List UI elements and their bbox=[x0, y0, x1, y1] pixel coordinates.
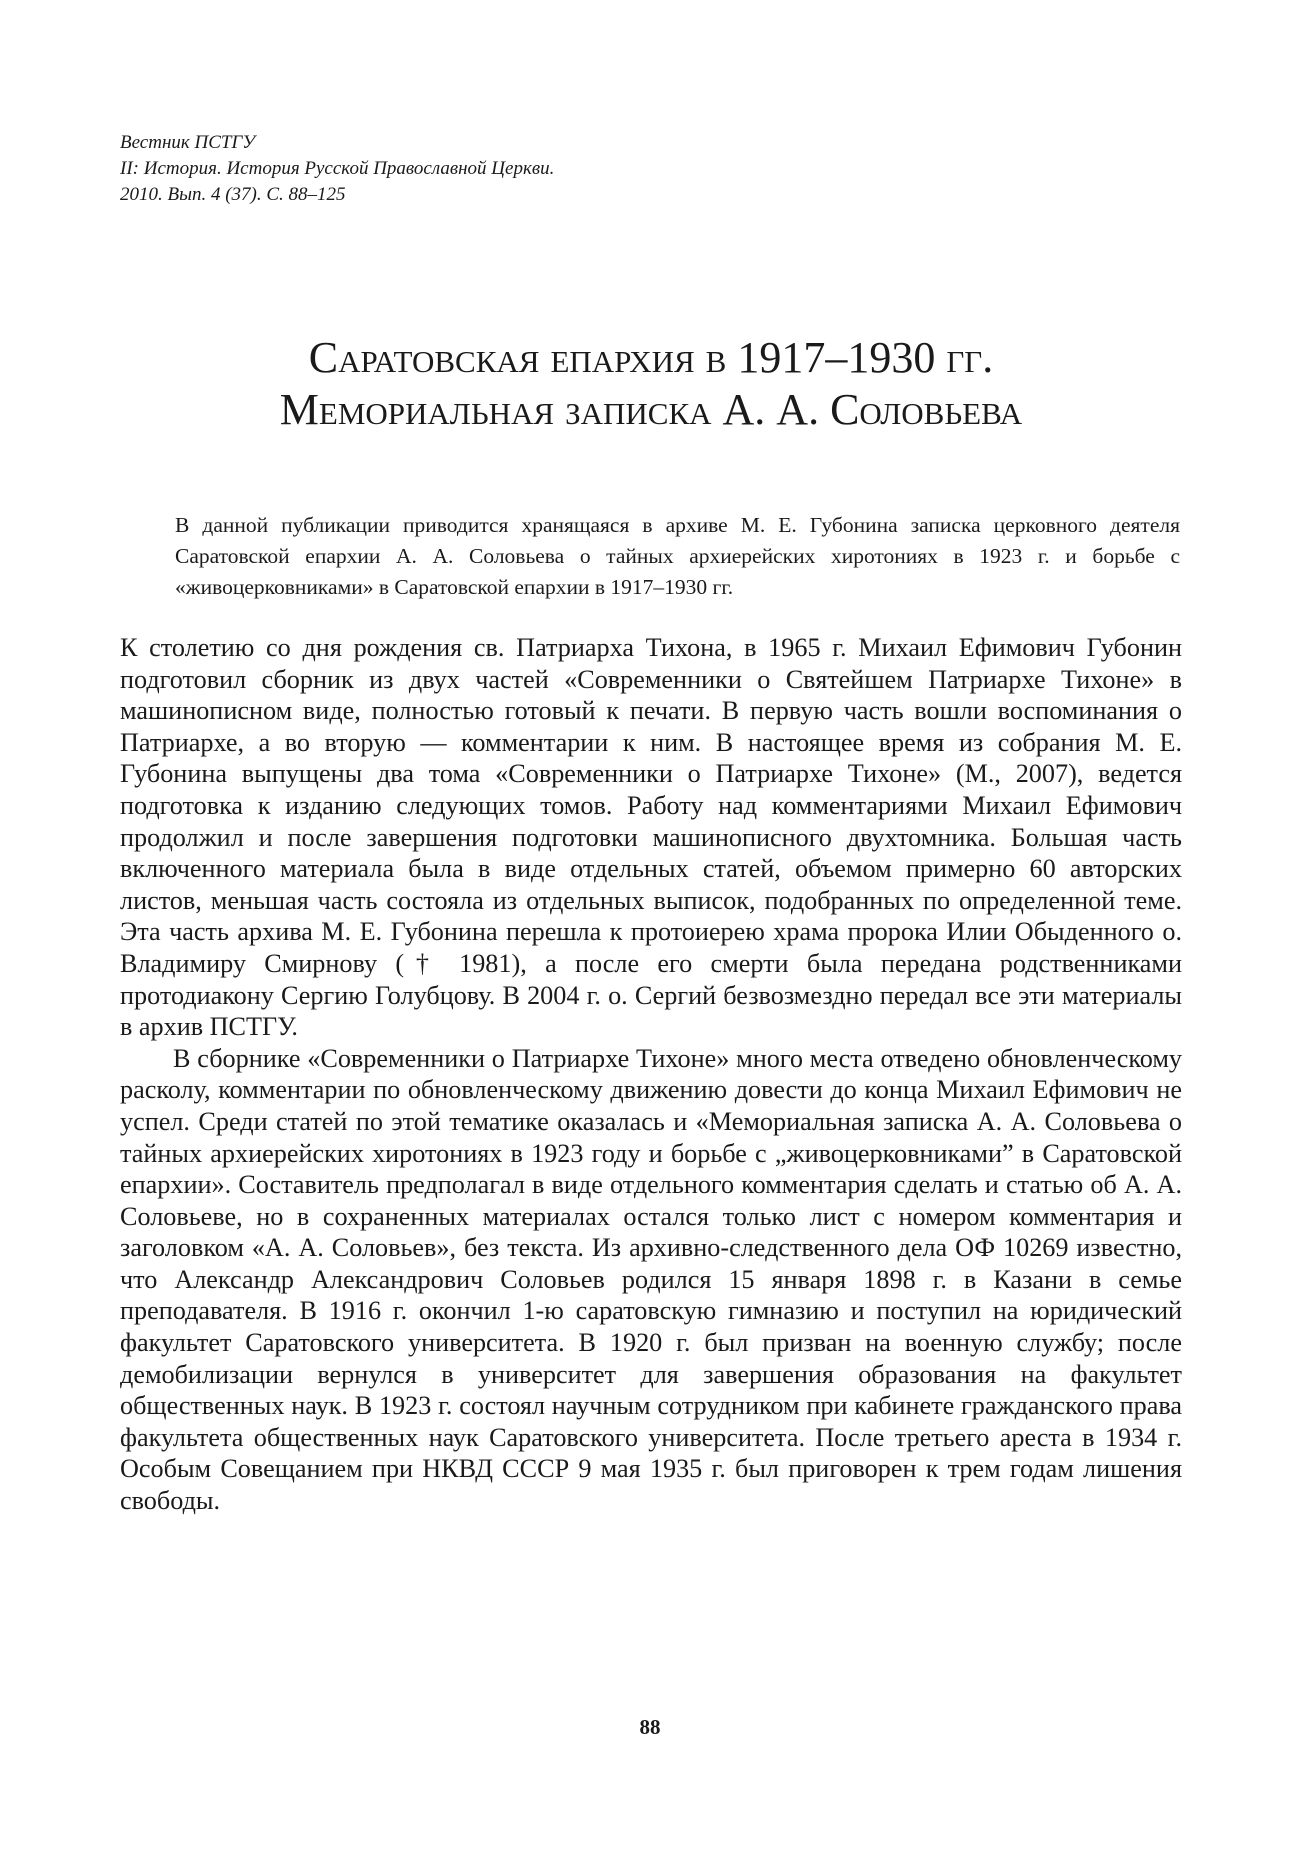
journal-name: Вестник ПСТГУ bbox=[120, 132, 256, 153]
journal-header bbox=[120, 130, 554, 208]
title-line-2: Мемориальная записка А. А. Соловьева bbox=[279, 385, 1023, 434]
article-body bbox=[120, 632, 1182, 1517]
journal-issue: 2010. Вып. 4 (37). С. 88–125 bbox=[120, 184, 346, 205]
journal-series: II: История. История Русской Православной Церкви. bbox=[120, 158, 555, 179]
title-line-1: Саратовская епархия в 1917–1930 гг. bbox=[308, 333, 994, 382]
article-abstract: В данной публикации приводится хранящаяся в архиве М. Е. Губонина записка церковного деятеля Саратовской епархии А. А. Соловьева о тайных архиерейских хиротониях в 1923 г. и борьбе с «живоцерковниками» в Саратовской епархии в 1917–1930 гг. bbox=[175, 513, 1180, 599]
body-paragraph-1: К столетию со дня рождения св. Патриарха Тихона, в 1965 г. Михаил Ефимович Губонин подготовил сборник из двух частей «Современники о Святейшем Патриархе Тихоне» в машинописном виде, полностью готовый к печати. В первую часть вошли воспоминания о Патриархе, а во вторую — комментарии к ним. В настоящее время из собрания М. Е. Губонина выпущены два тома «Современники о Патриархе Тихоне» (М., 2007), ведется подготовка к изданию следующих томов. Работу над комментариями Михаил Ефимович продолжил и после завершения подготовки машинописного двухтомника. Большая часть включенного материала была в виде отдельных статей, объемом примерно 60 авторских листов, меньшая часть состояла из отдельных выписок, подобранных по определенной теме. Эта часть архива М. Е. Губонина перешла к протоиерею храма пророка Илии Обыденного о. Владимиру Смирнову († 1981), а после его смерти была передана родственниками протодиакону Сергию Голубцову. В 2004 г. о. Сергий безвозмездно передал все эти материалы в архив ПСТГУ. bbox=[120, 633, 1182, 1042]
page-number: 88 bbox=[639, 1715, 661, 1739]
article-title bbox=[120, 332, 1182, 436]
body-paragraph-2: В сборнике «Современники о Патриархе Тихоне» много места отведено обновленческому расколу, комментарии по обновленческому движению довести до конца Михаил Ефимович не успел. Среди статей по этой тематике оказалась и «Мемориальная записка А. А. Соловьева о тайных архиерейских хиротониях в 1923 году и борьбе с „живоцерковниками” в Саратовской епархии». Составитель предполагал в виде отдельного комментария сделать и статью об А. А. Соловьеве, но в сохраненных материалах остался только лист с номером комментария и заголовком «А. А. Соловьев», без текста. Из архивно-следственного дела ОФ 10269 известно, что Александр Александрович Соловьев родился 15 января 1898 г. в Казани в семье преподавателя. В 1916 г. окончил 1-ю саратовскую гимназию и поступил на юридический факультет Саратовского университета. В 1920 г. был призван на военную службу; после демобилизации вернулся в университет для завершения образования на факультет общественных наук. В 1923 г. состоял научным сотрудником при кабинете гражданского права факультета общественных наук Саратовского университета. После третьего ареста в 1934 г. Особым Совещанием при НКВД СССР 9 мая 1935 г. был приговорен к трем годам лишения свободы. bbox=[120, 1043, 1182, 1516]
